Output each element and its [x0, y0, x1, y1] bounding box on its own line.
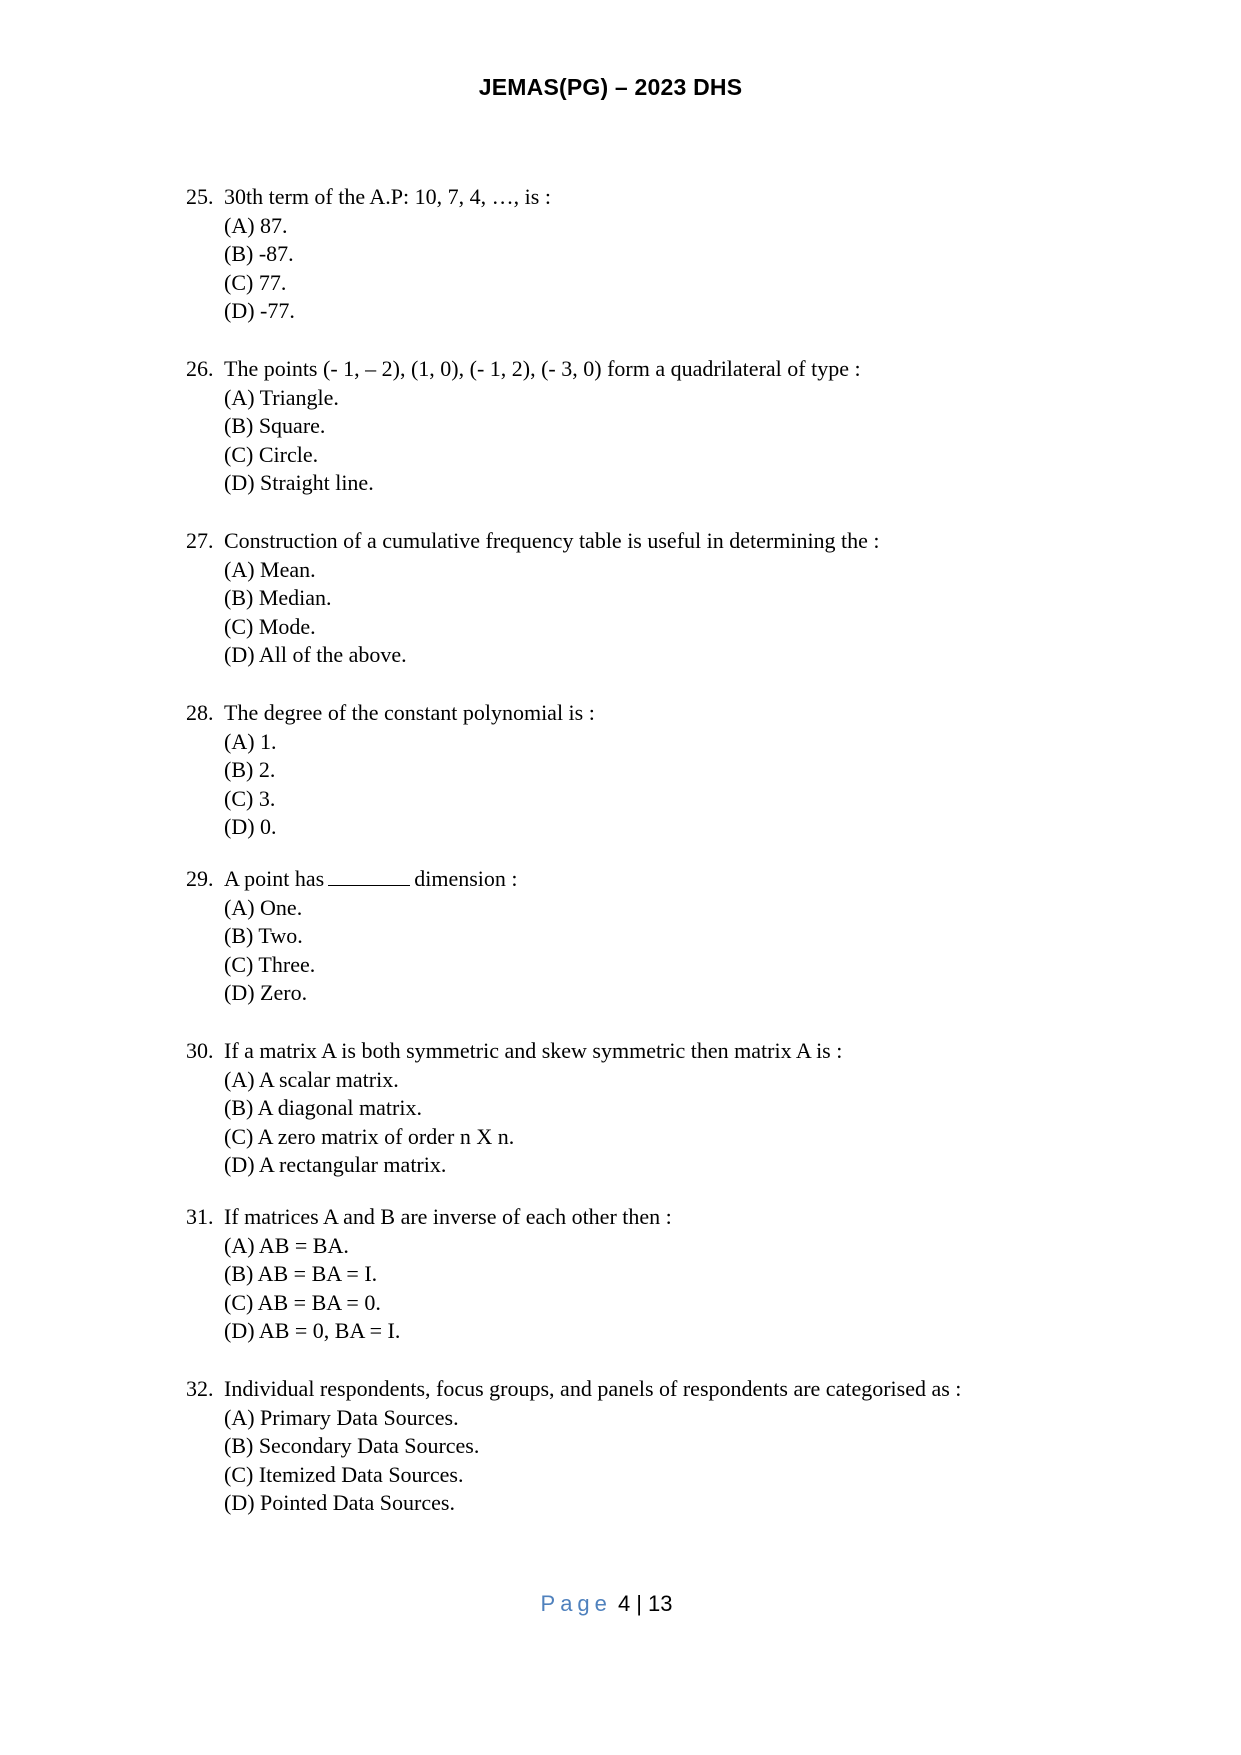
option-c: (C) 3. [224, 785, 276, 811]
page-separator: | [636, 1591, 642, 1616]
option-a: (A) Mean. [224, 556, 316, 582]
question-number: 31. [186, 1204, 214, 1229]
option-b: (B) Square. [224, 413, 326, 439]
question-number: 29. [186, 866, 214, 891]
page-label: Page [540, 1591, 612, 1616]
page-footer [0, 1591, 1213, 1617]
option-a: (A) AB = BA. [224, 1232, 349, 1258]
question-25 [186, 183, 551, 326]
options-list [224, 384, 861, 498]
option-c: (C) AB = BA = 0. [224, 1289, 381, 1315]
question-text: If a matrix A is both symmetric and skew symmetric then matrix A is : [224, 1038, 843, 1063]
question-text: The points (- 1, – 2), (1, 0), (- 1, 2), (- 3, 0) form a quadrilateral of type : [224, 356, 861, 381]
option-b: (B) 2. [224, 757, 276, 783]
question-27 [186, 527, 880, 670]
answer-blank-line [328, 867, 410, 886]
option-d: (D) -77. [224, 298, 295, 324]
option-d: (D) Straight line. [224, 470, 374, 496]
question-text: The degree of the constant polynomial is : [224, 700, 595, 725]
page-header-title: JEMAS(PG) – 2023 DHS [478, 74, 743, 100]
question-text: Individual respondents, focus groups, and panels of respondents are categorised as : [224, 1376, 962, 1401]
option-c: (C) 77. [224, 269, 287, 295]
question-text: Construction of a cumulative frequency table is useful in determining the : [224, 528, 880, 553]
option-d: (D) AB = 0, BA = I. [224, 1318, 401, 1344]
option-b: (B) Median. [224, 585, 332, 611]
options-list [224, 728, 595, 842]
question-number: 28. [186, 700, 214, 725]
question-30 [186, 1037, 842, 1180]
question-text-after-blank: dimension : [414, 866, 518, 891]
option-a: (A) Triangle. [224, 384, 339, 410]
options-list [224, 1066, 842, 1180]
question-number: 25. [186, 184, 214, 209]
options-list [224, 212, 551, 326]
option-d: (D) All of the above. [224, 642, 407, 668]
question-number: 26. [186, 356, 214, 381]
option-a: (A) One. [224, 894, 303, 920]
options-list [224, 894, 518, 1008]
question-29 [186, 865, 518, 1008]
option-c: (C) Circle. [224, 441, 319, 467]
option-b: (B) Two. [224, 923, 303, 949]
option-c: (C) Mode. [224, 613, 316, 639]
question-31 [186, 1203, 672, 1346]
option-a: (A) 87. [224, 212, 288, 238]
question-number: 32. [186, 1376, 214, 1401]
option-d: (D) Pointed Data Sources. [224, 1490, 455, 1516]
option-b: (B) Secondary Data Sources. [224, 1433, 480, 1459]
option-c: (C) A zero matrix of order n X n. [224, 1123, 515, 1149]
page-current-number: 4 [618, 1591, 631, 1616]
question-text: If matrices A and B are inverse of each other then : [224, 1204, 672, 1229]
question-number: 30. [186, 1038, 214, 1063]
option-b: (B) AB = BA = I. [224, 1261, 378, 1287]
option-c: (C) Three. [224, 951, 316, 977]
option-a: (A) 1. [224, 728, 277, 754]
options-list [224, 1232, 672, 1346]
option-c: (C) Itemized Data Sources. [224, 1461, 464, 1487]
question-32 [186, 1375, 961, 1518]
options-list [224, 1404, 961, 1518]
options-list [224, 556, 880, 670]
option-b: (B) -87. [224, 241, 294, 267]
question-text-before-blank: A point has [224, 866, 325, 891]
question-text: 30th term of the A.P: 10, 7, 4, …, is : [224, 184, 551, 209]
option-d: (D) A rectangular matrix. [224, 1152, 447, 1178]
option-d: (D) 0. [224, 814, 277, 840]
option-b: (B) A diagonal matrix. [224, 1095, 422, 1121]
option-d: (D) Zero. [224, 980, 308, 1006]
page-total-number: 13 [648, 1591, 673, 1616]
question-26 [186, 355, 861, 498]
option-a: (A) A scalar matrix. [224, 1066, 399, 1092]
question-number: 27. [186, 528, 214, 553]
question-28 [186, 699, 595, 842]
question-text [224, 865, 518, 894]
option-a: (A) Primary Data Sources. [224, 1404, 459, 1430]
